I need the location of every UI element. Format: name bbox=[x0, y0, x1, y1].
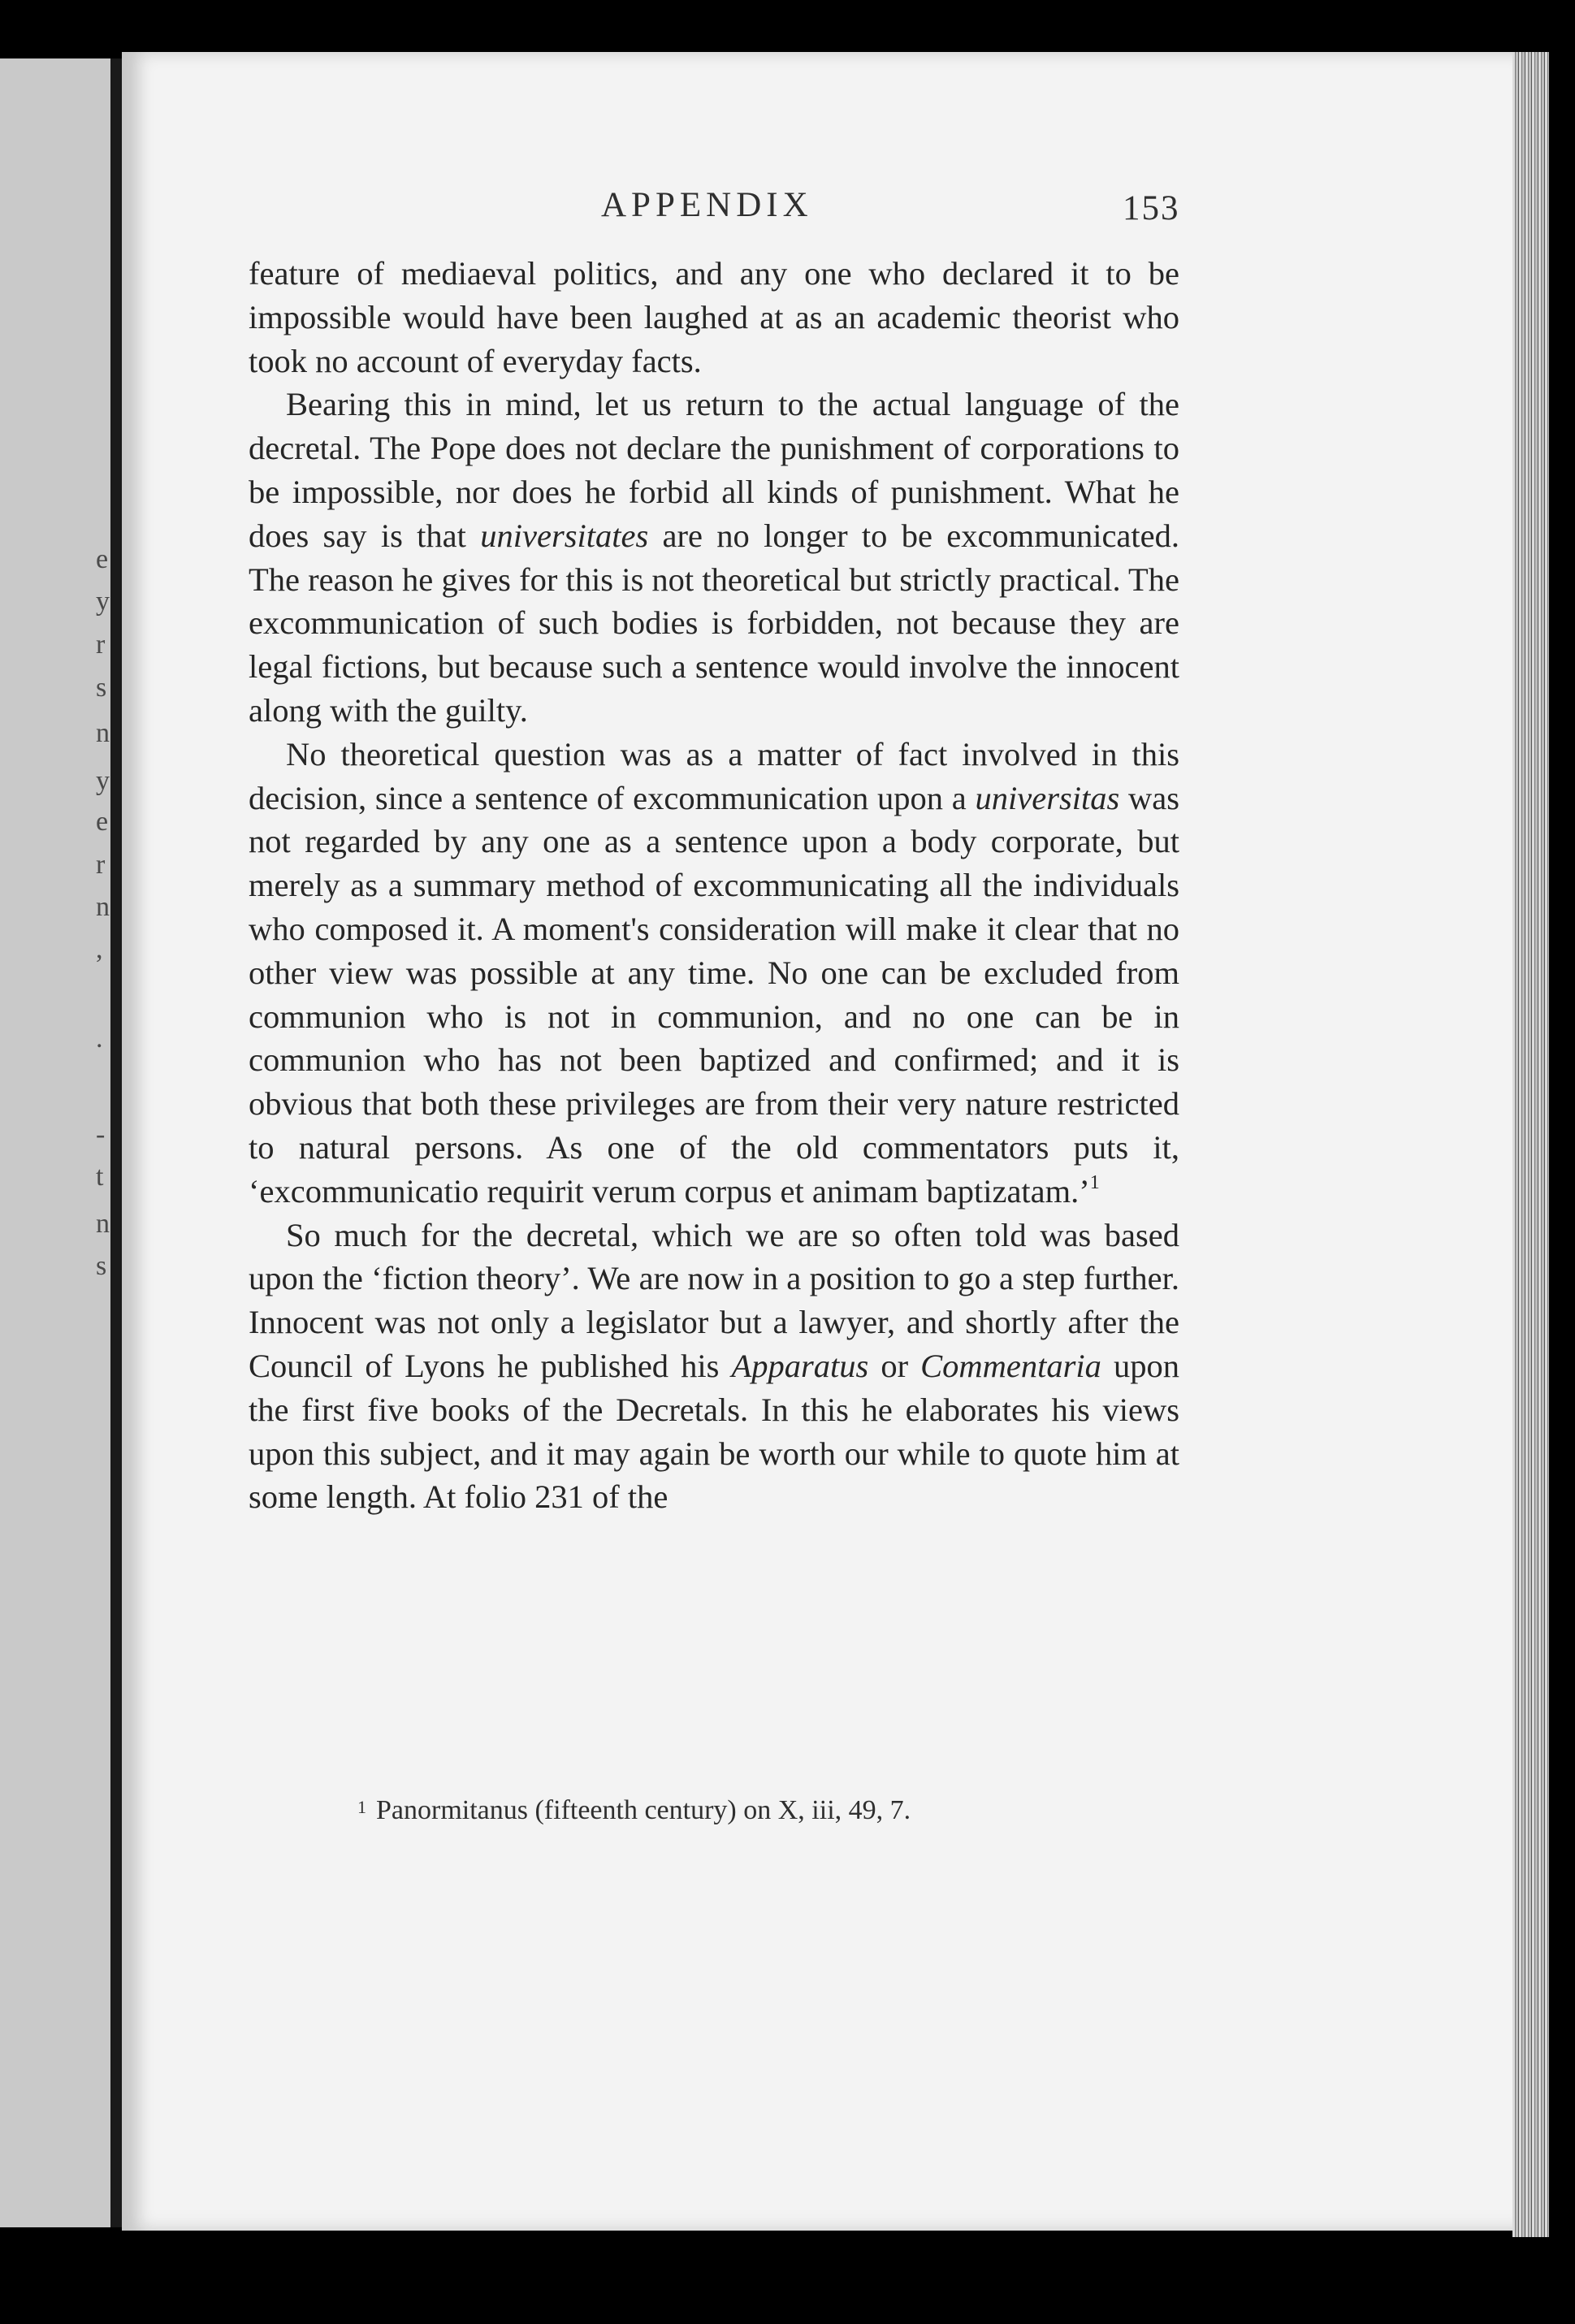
body-text bbox=[249, 252, 1179, 1519]
facing-page-text-fragment: t bbox=[96, 1162, 104, 1192]
footnote-marker: 1 bbox=[357, 1797, 366, 1817]
italic-term: Apparatus bbox=[731, 1347, 869, 1384]
page-block-edge bbox=[1512, 52, 1549, 2237]
footnote bbox=[357, 1795, 1251, 1826]
facing-page-text-fragment: - bbox=[96, 1119, 106, 1149]
text-run: upon the first five books of the Decretals. In this he elaborates his views upon this subject, and it may again be worth our while to quote him at some length. At folio 231 of the bbox=[249, 1347, 1179, 1516]
paragraph bbox=[249, 1214, 1179, 1520]
facing-page-text-fragment: n bbox=[96, 718, 110, 748]
footnote-text: Panormitanus (fifteenth century) on X, iii, 49, 7. bbox=[376, 1795, 911, 1825]
text-run: was not regarded by any one as a sentence upon a body corporate, but merely as a summary method of excommunicating all the individuals who composed it. A moment's consideration will make it clear that no other view was possible at any time. No one can be excluded from communion who is not in communion, and no one can be in communion who has not been baptized and confirmed; and it is obvious that both these privileges are from their very nature restricted to natural persons. As one of the old commentators puts it, ‘excommunicatio requirit verum corpus et animam baptizatam.’ bbox=[249, 779, 1179, 1210]
paragraph bbox=[249, 733, 1179, 1214]
facing-page-text-fragment: s bbox=[96, 1251, 107, 1281]
paragraph bbox=[249, 252, 1179, 383]
text-run: feature of mediaeval politics, and any one who declared it to be impossible would have been laughed at as an academic theorist who took no account of everyday facts. bbox=[249, 255, 1179, 379]
book-gutter bbox=[110, 58, 122, 2227]
facing-page-text-fragment: n bbox=[96, 1209, 110, 1239]
facing-page-text-fragment: y bbox=[96, 586, 110, 617]
page-number: 153 bbox=[1123, 189, 1180, 227]
italic-term: universitas bbox=[975, 779, 1120, 816]
footnote-reference: 1 bbox=[1089, 1171, 1100, 1193]
text-run: So much for the decretal, which we are so often told was based upon the ‘fiction theory’. We are now in a position to go a step further. Innocent was not only a legislator but a lawyer, and shortly after the Council of Lyons he published his bbox=[249, 1216, 1179, 1384]
text-run: or bbox=[868, 1347, 921, 1384]
text-run: Bearing this in mind, let us return to the actual language of the decretal. The Pope does not declare the punishment of corporations to be impossible, nor does he forbid all kinds of punishment. What he does say is that bbox=[249, 386, 1179, 554]
italic-term: universitates bbox=[480, 517, 649, 554]
facing-page-text-fragment: n bbox=[96, 892, 110, 922]
text-run: are no longer to be excommunicated. The reason he gives for this is not theoretical but strictly practical. The excommunication of such bodies is forbidden, not because they are legal fictions, but because such a sentence would involve the innocent along with the guilty. bbox=[249, 517, 1179, 729]
facing-page-edge bbox=[0, 58, 122, 2227]
running-head: APPENDIX bbox=[601, 186, 813, 224]
facing-page-text-fragment: e bbox=[96, 544, 109, 574]
facing-page-text-fragment: y bbox=[96, 766, 110, 796]
facing-page-text-fragment: r bbox=[96, 630, 106, 660]
text-run: No theoretical question was as a matter of fact involved in this decision, since a sentence of excommunication upon a bbox=[249, 735, 1179, 816]
facing-page-text-fragment: r bbox=[96, 850, 106, 880]
paragraph bbox=[249, 383, 1179, 732]
page-header bbox=[122, 130, 1512, 227]
facing-page-text-fragment: , bbox=[96, 934, 103, 964]
facing-page-text-fragment: . bbox=[96, 1024, 103, 1054]
facing-page-text-fragment: e bbox=[96, 807, 109, 837]
facing-page-text-fragment: s bbox=[96, 673, 107, 703]
italic-term: Commentaria bbox=[920, 1347, 1101, 1384]
